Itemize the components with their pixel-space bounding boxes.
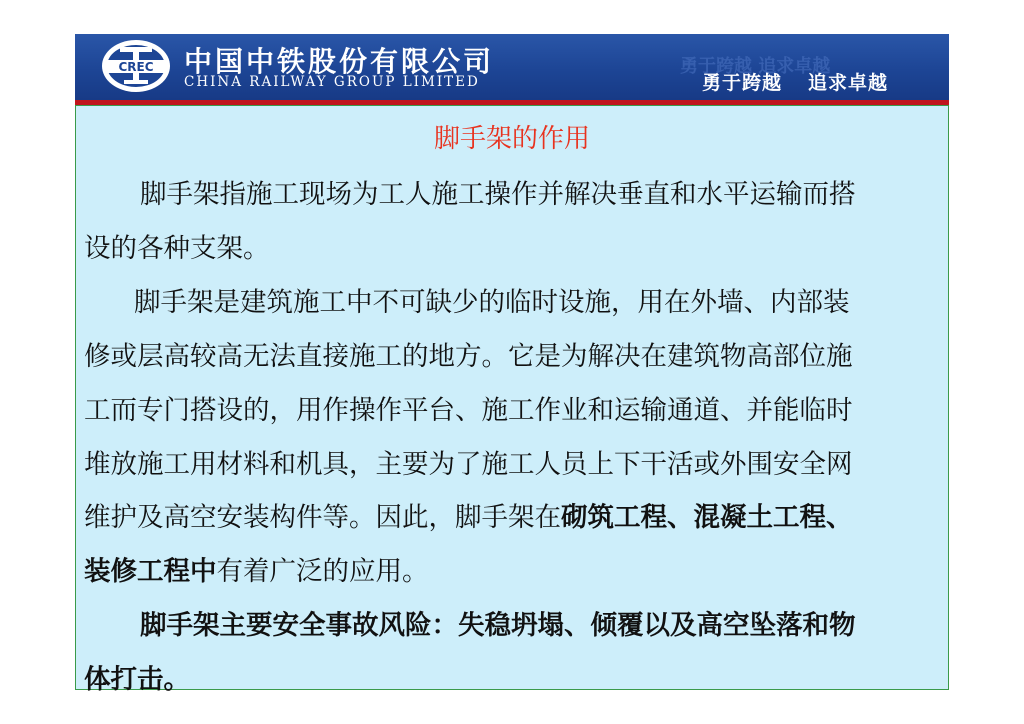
line-text: 维护及高空安装构件等。因此，脚手架在: [84, 502, 561, 533]
risk-line: 脚手架主要安全事故风险：失稳坍塌、倾覆以及高空坠落和物: [140, 610, 856, 641]
company-name-en: CHINA RAILWAY GROUP LIMITED: [184, 74, 480, 90]
emphasis-text: 装修工程中: [84, 556, 217, 587]
paragraph-line: 工而专门搭设的，用作操作平台、施工作业和运输通道、并能临时: [84, 395, 853, 426]
page-title: 脚手架的作用: [433, 124, 590, 154]
paragraph-line: [84, 549, 429, 588]
paragraph-line: 修或层高较高无法直接施工的地方。它是为解决在建筑物高部位施: [84, 341, 853, 372]
company-name-cn: 中国中铁股份有限公司: [184, 45, 495, 78]
logo-text: CREC: [118, 60, 154, 74]
slogan-watermark: 勇于跨越 追求卓越: [680, 56, 831, 77]
line-text: 有着广泛的应用。: [216, 556, 429, 587]
paragraph-line: 脚手架指施工现场为工人施工操作并解决垂直和水平运输而搭: [140, 179, 856, 210]
slogan-part-1: 勇于跨越: [702, 72, 783, 94]
slogan: [702, 68, 914, 95]
slogan-part-2: 追求卓越: [808, 72, 889, 94]
crec-logo-icon: [100, 38, 172, 94]
risk-line: 体打击。: [84, 664, 190, 695]
paragraph-line: 设的各种支架。: [84, 233, 270, 264]
paragraph-line: 堆放施工用材料和机具，主要为了施工人员上下干活或外围安全网: [84, 449, 853, 480]
paragraph-line: [84, 495, 853, 534]
paragraph-line: 脚手架是建筑施工中不可缺少的临时设施，用在外墙、内部装: [134, 287, 850, 318]
emphasis-text: 砌筑工程、混凝土工程、: [561, 502, 853, 533]
